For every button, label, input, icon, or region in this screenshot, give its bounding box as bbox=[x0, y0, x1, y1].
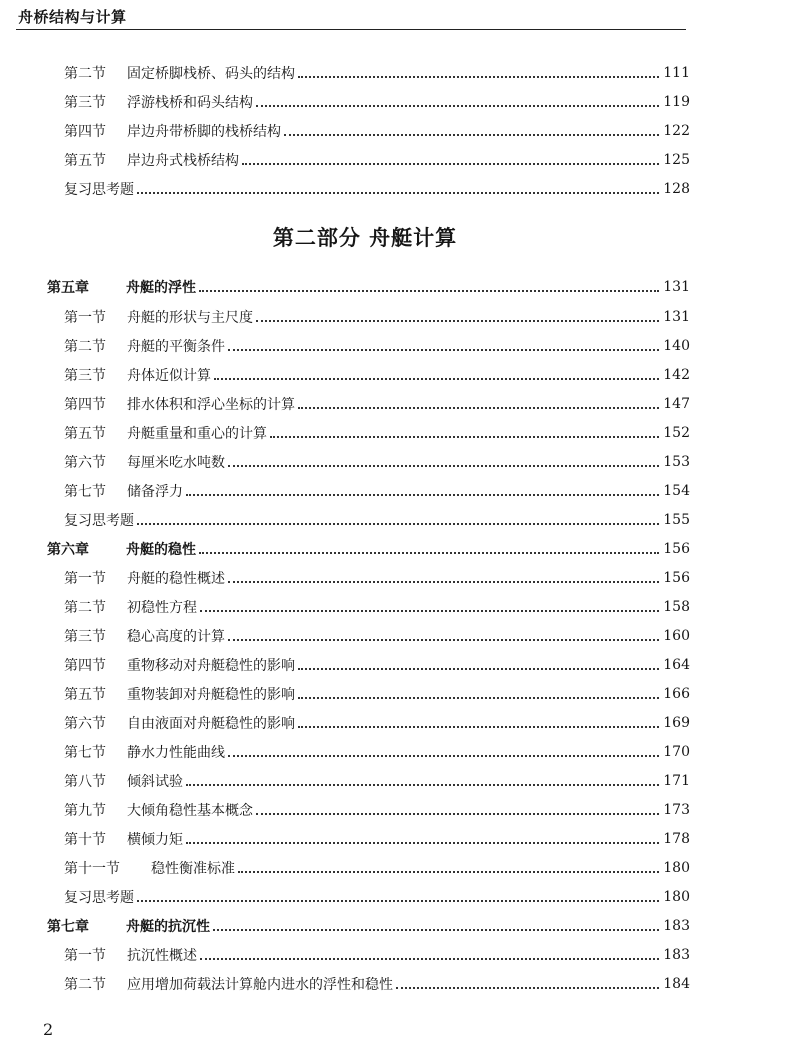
dot-leader bbox=[242, 163, 659, 165]
toc-section-row bbox=[64, 973, 690, 995]
dot-leader bbox=[228, 581, 659, 583]
dot-leader bbox=[298, 668, 659, 670]
toc-entry-title: 重物移动对舟艇稳性的影响 bbox=[127, 658, 295, 674]
toc-entry-page-number: 155 bbox=[663, 512, 690, 528]
dot-leader bbox=[200, 958, 659, 960]
dot-leader bbox=[256, 105, 659, 107]
dot-leader bbox=[298, 76, 659, 78]
toc-review-row bbox=[64, 886, 690, 908]
toc-entry-label: 第三节 bbox=[64, 629, 106, 645]
dot-leader bbox=[199, 552, 659, 554]
toc-entry-label: 第九节 bbox=[64, 803, 106, 819]
dot-leader bbox=[137, 192, 659, 194]
toc-entry-title: 稳心高度的计算 bbox=[127, 629, 225, 645]
dot-leader bbox=[186, 842, 659, 844]
toc-section-row bbox=[64, 683, 690, 705]
toc-entry-label: 第二节 bbox=[64, 977, 106, 993]
toc-section-row bbox=[64, 306, 690, 328]
toc-review-row bbox=[64, 178, 690, 200]
dot-leader bbox=[256, 813, 659, 815]
toc-entry-label: 第三节 bbox=[64, 95, 106, 111]
toc-section-row bbox=[64, 91, 690, 113]
toc-section-row bbox=[64, 62, 690, 84]
toc-section-row bbox=[64, 828, 690, 850]
toc-entry-label: 第七节 bbox=[64, 745, 106, 761]
dot-leader bbox=[270, 436, 659, 438]
toc-entry-label: 第二节 bbox=[64, 600, 106, 616]
toc-entry-label: 第二节 bbox=[64, 339, 106, 355]
toc-entry-label: 第五节 bbox=[64, 153, 106, 169]
toc-chapter-row bbox=[47, 915, 690, 937]
toc-entry-label: 第四节 bbox=[64, 397, 106, 413]
toc-entry-page-number: 171 bbox=[663, 773, 690, 789]
dot-leader bbox=[228, 755, 659, 757]
toc-entry-title: 复习思考题 bbox=[64, 513, 134, 529]
toc-section-row bbox=[64, 799, 690, 821]
dot-leader bbox=[298, 697, 659, 699]
toc-entry-label: 第六节 bbox=[64, 716, 106, 732]
toc-section-row bbox=[64, 120, 690, 142]
toc-section-row bbox=[64, 596, 690, 618]
toc-entry-label: 第七节 bbox=[64, 484, 106, 500]
dot-leader bbox=[228, 639, 659, 641]
running-header-title: 舟桥结构与计算 bbox=[18, 8, 127, 26]
part-title: 第二部分 舟艇计算 bbox=[272, 225, 458, 250]
toc-entry-title: 固定桥脚栈桥、码头的结构 bbox=[127, 66, 295, 82]
toc-section-row bbox=[64, 654, 690, 676]
toc-entry-title: 舟艇的稳性 bbox=[126, 542, 196, 558]
toc-entry-page-number: 183 bbox=[663, 918, 690, 934]
toc-entry-page-number: 173 bbox=[663, 802, 690, 818]
toc-entry-title: 稳性衡准标准 bbox=[151, 861, 235, 877]
toc-entry-title: 岸边舟带桥脚的栈桥结构 bbox=[127, 124, 281, 140]
dot-leader bbox=[200, 610, 659, 612]
dot-leader bbox=[284, 134, 659, 136]
page-number: 2 bbox=[43, 1020, 54, 1039]
toc-entry-title: 倾斜试验 bbox=[127, 774, 183, 790]
toc-entry-title: 排水体积和浮心坐标的计算 bbox=[127, 397, 295, 413]
toc-entry-title: 自由液面对舟艇稳性的影响 bbox=[127, 716, 295, 732]
dot-leader bbox=[137, 900, 659, 902]
toc-entry-label: 第八节 bbox=[64, 774, 106, 790]
toc-entry-title: 初稳性方程 bbox=[127, 600, 197, 616]
toc-entry-page-number: 180 bbox=[663, 860, 690, 876]
toc-entry-label: 第五章 bbox=[47, 280, 89, 296]
toc-chapter-row bbox=[47, 538, 690, 560]
dot-leader bbox=[256, 320, 659, 322]
dot-leader bbox=[298, 726, 659, 728]
toc-entry-page-number: 178 bbox=[663, 831, 690, 847]
toc-entry-title: 舟艇的稳性概述 bbox=[127, 571, 225, 587]
toc-entry-title: 应用增加荷载法计算舱内进水的浮性和稳性 bbox=[127, 977, 393, 993]
toc-entry-page-number: 164 bbox=[663, 657, 690, 673]
toc-entry-title: 舟艇重量和重心的计算 bbox=[127, 426, 267, 442]
toc-entry-title: 大倾角稳性基本概念 bbox=[127, 803, 253, 819]
toc-entry-page-number: 158 bbox=[663, 599, 690, 615]
toc-entry-title: 每厘米吃水吨数 bbox=[127, 455, 225, 471]
toc-section-row bbox=[64, 335, 690, 357]
toc-review-row bbox=[64, 509, 690, 531]
toc-entry-label: 第十一节 bbox=[64, 861, 120, 877]
dot-leader bbox=[137, 523, 659, 525]
dot-leader bbox=[214, 378, 659, 380]
toc-section-row bbox=[64, 625, 690, 647]
toc-entry-page-number: 169 bbox=[663, 715, 690, 731]
toc-entry-page-number: 152 bbox=[663, 425, 690, 441]
toc-entry-title: 重物装卸对舟艇稳性的影响 bbox=[127, 687, 295, 703]
toc-entry-title: 浮游栈桥和码头结构 bbox=[127, 95, 253, 111]
dot-leader bbox=[213, 929, 659, 931]
toc-entry-page-number: 140 bbox=[663, 338, 690, 354]
toc-entry-page-number: 122 bbox=[663, 123, 690, 139]
dot-leader bbox=[199, 290, 659, 292]
toc-entry-label: 第一节 bbox=[64, 310, 106, 326]
toc-entry-title: 岸边舟式栈桥结构 bbox=[127, 153, 239, 169]
toc-entry-label: 第三节 bbox=[64, 368, 106, 384]
toc-section-row bbox=[64, 857, 690, 879]
toc-section-row bbox=[64, 480, 690, 502]
toc-section-row bbox=[64, 770, 690, 792]
toc-entry-label: 第六章 bbox=[47, 542, 89, 558]
toc-entry-title: 复习思考题 bbox=[64, 182, 134, 198]
toc-entry-title: 抗沉性概述 bbox=[127, 948, 197, 964]
toc-entry-page-number: 183 bbox=[663, 947, 690, 963]
toc-section-row bbox=[64, 422, 690, 444]
toc-section-row bbox=[64, 944, 690, 966]
toc-entry-title: 复习思考题 bbox=[64, 890, 134, 906]
toc-entry-title: 静水力性能曲线 bbox=[127, 745, 225, 761]
toc-entry-page-number: 184 bbox=[663, 976, 690, 992]
dot-leader bbox=[396, 987, 659, 989]
toc-entry-page-number: 147 bbox=[663, 396, 690, 412]
toc-section-row bbox=[64, 567, 690, 589]
toc-entry-title: 舟艇的形状与主尺度 bbox=[127, 310, 253, 326]
toc-entry-label: 第十节 bbox=[64, 832, 106, 848]
toc-entry-page-number: 156 bbox=[663, 541, 690, 557]
toc-entry-page-number: 160 bbox=[663, 628, 690, 644]
toc-entry-title: 舟艇的抗沉性 bbox=[126, 919, 210, 935]
dot-leader bbox=[186, 494, 659, 496]
toc-entry-label: 第四节 bbox=[64, 658, 106, 674]
toc-entry-label: 第一节 bbox=[64, 571, 106, 587]
toc-entry-label: 第二节 bbox=[64, 66, 106, 82]
toc-entry-page-number: 111 bbox=[663, 65, 690, 81]
toc-section-row bbox=[64, 451, 690, 473]
toc-entry-page-number: 142 bbox=[663, 367, 690, 383]
toc-section-row bbox=[64, 393, 690, 415]
toc-entry-title: 储备浮力 bbox=[127, 484, 183, 500]
toc-entry-title: 舟艇的平衡条件 bbox=[127, 339, 225, 355]
toc-entry-page-number: 170 bbox=[663, 744, 690, 760]
dot-leader bbox=[298, 407, 659, 409]
dot-leader bbox=[238, 871, 659, 873]
toc-entry-page-number: 131 bbox=[663, 279, 690, 295]
toc-entry-label: 第七章 bbox=[47, 919, 89, 935]
dot-leader bbox=[228, 349, 659, 351]
toc-entry-label: 第一节 bbox=[64, 948, 106, 964]
toc-entry-page-number: 166 bbox=[663, 686, 690, 702]
toc-entry-page-number: 180 bbox=[663, 889, 690, 905]
toc-section-row bbox=[64, 712, 690, 734]
toc-entry-page-number: 153 bbox=[663, 454, 690, 470]
toc-entry-label: 第四节 bbox=[64, 124, 106, 140]
toc-entry-page-number: 131 bbox=[663, 309, 690, 325]
toc-entry-title: 舟艇的浮性 bbox=[126, 280, 196, 296]
dot-leader bbox=[186, 784, 659, 786]
toc-entry-label: 第六节 bbox=[64, 455, 106, 471]
toc-section-row bbox=[64, 741, 690, 763]
toc-entry-page-number: 125 bbox=[663, 152, 690, 168]
toc-section-row bbox=[64, 364, 690, 386]
toc-entry-page-number: 154 bbox=[663, 483, 690, 499]
toc-entry-title: 舟体近似计算 bbox=[127, 368, 211, 384]
toc-section-row bbox=[64, 149, 690, 171]
toc-entry-label: 第五节 bbox=[64, 426, 106, 442]
dot-leader bbox=[228, 465, 659, 467]
toc-entry-page-number: 128 bbox=[663, 181, 690, 197]
toc-chapter-row bbox=[47, 276, 690, 298]
toc-entry-title: 横倾力矩 bbox=[127, 832, 183, 848]
toc-entry-page-number: 156 bbox=[663, 570, 690, 586]
toc-entry-page-number: 119 bbox=[663, 94, 690, 110]
toc-entry-label: 第五节 bbox=[64, 687, 106, 703]
